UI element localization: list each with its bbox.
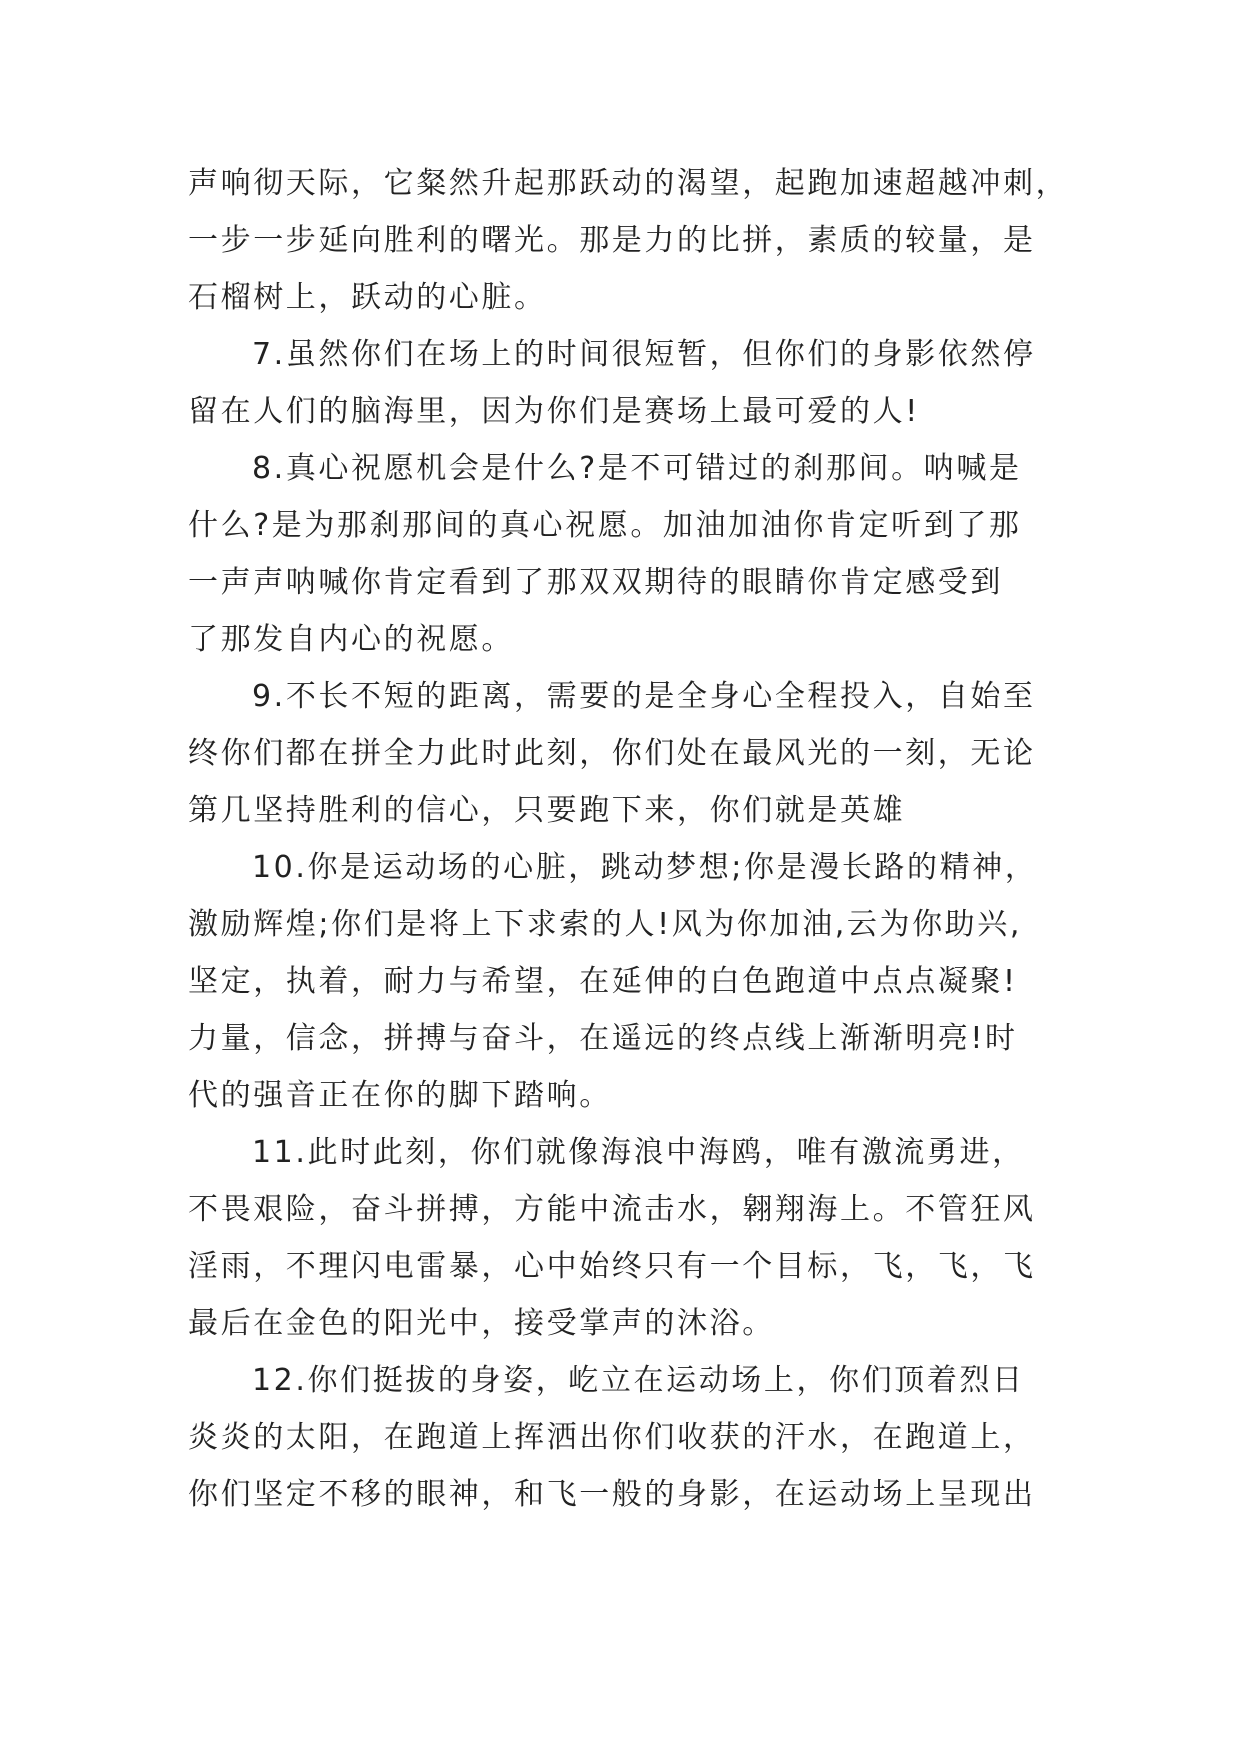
paragraph-continuation xyxy=(188,155,1069,326)
paragraph-12 xyxy=(188,1352,1048,1523)
paragraph-10 xyxy=(188,839,1048,1124)
text-line: 坚定，执着，耐力与希望，在延伸的白色跑道中点点凝聚! xyxy=(188,964,1018,999)
paragraph-11 xyxy=(188,1124,1048,1352)
text-line: 代的强音正在你的脚下踏响。 xyxy=(188,1078,612,1113)
text-line: 10.你是运动场的心脏，跳动梦想;你是漫长路的精神， xyxy=(252,850,1038,885)
paragraph-7 xyxy=(188,326,1048,440)
text-line: 8.真心祝愿机会是什么?是不可错过的刹那间。呐喊是 xyxy=(252,451,1022,486)
text-line: 你们坚定不移的眼神，和飞一般的身影，在运动场上呈现出 xyxy=(188,1477,1036,1512)
text-line: 9.不长不短的距离，需要的是全身心全程投入，自始至 xyxy=(252,679,1036,714)
text-line: 7.虽然你们在场上的时间很短暂，但你们的身影依然停 xyxy=(252,337,1036,372)
text-line: 石榴树上，跃动的心脏。 xyxy=(188,280,547,315)
text-line: 留在人们的脑海里，因为你们是赛场上最可爱的人! xyxy=(188,394,920,429)
text-line: 炎炎的太阳，在跑道上挥洒出你们收获的汗水，在跑道上， xyxy=(188,1420,1036,1455)
text-line: 12.你们挺拔的身姿，屹立在运动场上，你们顶着烈日 xyxy=(252,1363,1025,1398)
paragraph-9 xyxy=(188,668,1048,839)
paragraph-8 xyxy=(188,440,1048,668)
text-line: 力量，信念，拼搏与奋斗，在遥远的终点线上渐渐明亮!时 xyxy=(188,1021,1018,1056)
text-line: 什么?是为那刹那间的真心祝愿。加油加油你肯定听到了那 xyxy=(188,508,1022,543)
text-line: 激励辉煌;你们是将上下求索的人!风为你加油,云为你助兴, xyxy=(188,907,1023,942)
text-line: 第几坚持胜利的信心，只要跑下来，你们就是英雄 xyxy=(188,793,906,828)
text-line: 最后在金色的阳光中，接受掌声的沐浴。 xyxy=(188,1306,775,1341)
text-line: 一步一步延向胜利的曙光。那是力的比拼，素质的较量，是 xyxy=(188,223,1036,258)
text-line: 不畏艰险，奋斗拼搏，方能中流击水，翱翔海上。不管狂风 xyxy=(188,1192,1036,1227)
text-line: 淫雨，不理闪电雷暴，心中始终只有一个目标，飞，飞，飞 xyxy=(188,1249,1036,1284)
text-line: 一声声呐喊你肯定看到了那双双期待的眼睛你肯定感受到 xyxy=(188,565,1003,600)
text-line: 终你们都在拼全力此时此刻，你们处在最风光的一刻，无论 xyxy=(188,736,1036,771)
text-line: 声响彻天际，它粲然升起那跃动的渴望，起跑加速超越冲刺， xyxy=(188,166,1069,201)
text-line: 11.此时此刻，你们就像海浪中海鸥，唯有激流勇进， xyxy=(252,1135,1025,1170)
text-line: 了那发自内心的祝愿。 xyxy=(188,622,514,657)
document-body xyxy=(188,155,1069,1523)
